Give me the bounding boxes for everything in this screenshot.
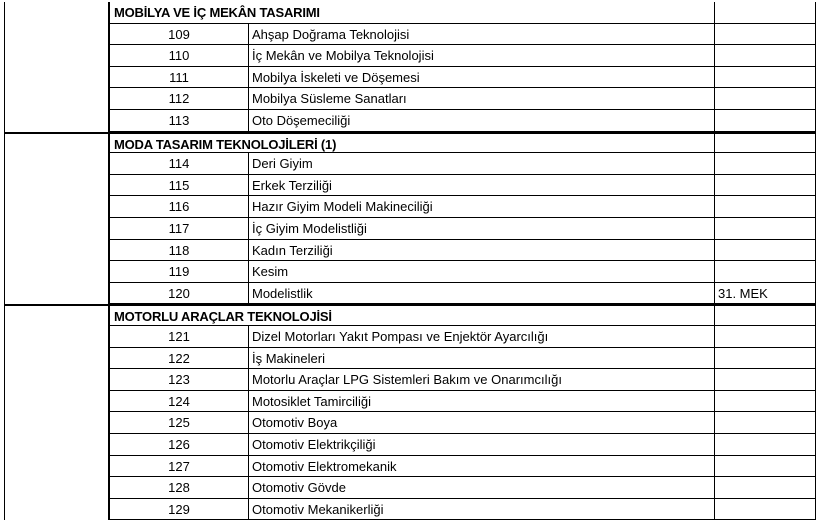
- number-cell[interactable]: 117: [108, 218, 248, 240]
- note-cell[interactable]: [714, 477, 816, 499]
- section-title[interactable]: MOTORLU ARAÇLAR TEKNOLOJİSİ: [108, 304, 714, 326]
- number-cell[interactable]: 109: [108, 24, 248, 46]
- table-row: [0, 456, 819, 478]
- number-cell[interactable]: 116: [108, 196, 248, 218]
- program-name-cell[interactable]: İç Giyim Modelistliği: [248, 218, 714, 240]
- table-row: [0, 24, 819, 46]
- number-cell[interactable]: 119: [108, 261, 248, 283]
- program-name-cell[interactable]: Otomotiv Gövde: [248, 477, 714, 499]
- spacer-cell: [4, 348, 108, 370]
- spacer-cell: [4, 24, 108, 46]
- number-cell[interactable]: 121: [108, 326, 248, 348]
- spacer-cell: [4, 326, 108, 348]
- program-name-cell[interactable]: Otomotiv Mekanikerliği: [248, 499, 714, 521]
- program-name-cell[interactable]: Otomotiv Boya: [248, 412, 714, 434]
- number-cell[interactable]: 112: [108, 88, 248, 110]
- program-name-cell[interactable]: Modelistlik: [248, 283, 714, 305]
- table-row: [0, 477, 819, 499]
- note-cell[interactable]: [714, 434, 816, 456]
- note-cell[interactable]: [714, 369, 816, 391]
- number-cell[interactable]: 115: [108, 175, 248, 197]
- program-name-cell[interactable]: Otomotiv Elektromekanik: [248, 456, 714, 478]
- table-row: [0, 153, 819, 175]
- section-title[interactable]: MODA TASARIM TEKNOLOJİLERİ (1): [108, 132, 714, 154]
- table-row: [0, 175, 819, 197]
- note-cell[interactable]: [714, 2, 816, 24]
- spacer-cell: [4, 196, 108, 218]
- number-cell[interactable]: 125: [108, 412, 248, 434]
- spacer-cell: [4, 412, 108, 434]
- note-cell[interactable]: [714, 218, 816, 240]
- note-cell[interactable]: [714, 326, 816, 348]
- table-row: [0, 391, 819, 413]
- note-cell[interactable]: [714, 412, 816, 434]
- section-header-row: [0, 132, 819, 154]
- number-cell[interactable]: 122: [108, 348, 248, 370]
- spacer-cell: [4, 45, 108, 67]
- spacer-cell: [4, 391, 108, 413]
- table-row: [0, 240, 819, 262]
- program-name-cell[interactable]: İş Makineleri: [248, 348, 714, 370]
- program-name-cell[interactable]: Mobilya Süsleme Sanatları: [248, 88, 714, 110]
- program-name-cell[interactable]: Erkek Terziliği: [248, 175, 714, 197]
- table-row: [0, 67, 819, 89]
- spacer-cell: [4, 240, 108, 262]
- table-row: [0, 196, 819, 218]
- note-cell[interactable]: [714, 391, 816, 413]
- section-header-row: [0, 2, 819, 24]
- note-cell[interactable]: [714, 110, 816, 132]
- number-cell[interactable]: 114: [108, 153, 248, 175]
- number-cell[interactable]: 113: [108, 110, 248, 132]
- note-cell[interactable]: [714, 240, 816, 262]
- note-cell[interactable]: [714, 456, 816, 478]
- note-cell[interactable]: [714, 348, 816, 370]
- table-row: [0, 499, 819, 521]
- note-cell[interactable]: [714, 88, 816, 110]
- table-row: [0, 45, 819, 67]
- section-spacer-cell: [4, 132, 108, 154]
- spacer-cell: [4, 499, 108, 521]
- number-cell[interactable]: 126: [108, 434, 248, 456]
- spacer-cell: [4, 110, 108, 132]
- number-cell[interactable]: 127: [108, 456, 248, 478]
- spacer-cell: [4, 88, 108, 110]
- spacer-cell: [4, 218, 108, 240]
- note-cell[interactable]: 31. MEK: [714, 283, 816, 305]
- table-row: [0, 261, 819, 283]
- table-row: [0, 110, 819, 132]
- number-cell[interactable]: 110: [108, 45, 248, 67]
- note-cell[interactable]: [714, 45, 816, 67]
- section-spacer-cell: [4, 2, 108, 24]
- note-cell[interactable]: [714, 153, 816, 175]
- number-cell[interactable]: 124: [108, 391, 248, 413]
- section-header-row: [0, 304, 819, 326]
- number-cell[interactable]: 123: [108, 369, 248, 391]
- program-name-cell[interactable]: Dizel Motorları Yakıt Pompası ve Enjektör Ayarcılığı: [248, 326, 714, 348]
- spacer-cell: [4, 67, 108, 89]
- number-cell[interactable]: 111: [108, 67, 248, 89]
- number-cell[interactable]: 129: [108, 499, 248, 521]
- program-name-cell[interactable]: Oto Döşemeciliği: [248, 110, 714, 132]
- table-row: [0, 412, 819, 434]
- program-name-cell[interactable]: Otomotiv Elektrikçiliği: [248, 434, 714, 456]
- table-row: [0, 283, 819, 305]
- spacer-cell: [4, 369, 108, 391]
- note-cell[interactable]: [714, 175, 816, 197]
- program-name-cell[interactable]: Motorlu Araçlar LPG Sistemleri Bakım ve Onarımcılığı: [248, 369, 714, 391]
- spacer-cell: [4, 283, 108, 305]
- program-name-cell[interactable]: Ahşap Doğrama Teknolojisi: [248, 24, 714, 46]
- note-cell[interactable]: [714, 24, 816, 46]
- table-row: [0, 88, 819, 110]
- table-row: [0, 326, 819, 348]
- note-cell[interactable]: [714, 67, 816, 89]
- program-name-cell[interactable]: Motosiklet Tamirciliği: [248, 391, 714, 413]
- program-name-cell[interactable]: İç Mekân ve Mobilya Teknolojisi: [248, 45, 714, 67]
- spacer-cell: [4, 175, 108, 197]
- note-cell[interactable]: [714, 304, 816, 326]
- spacer-cell: [4, 261, 108, 283]
- section-spacer-cell: [4, 304, 108, 326]
- program-name-cell[interactable]: Mobilya İskeleti ve Döşemesi: [248, 67, 714, 89]
- note-cell[interactable]: [714, 132, 816, 154]
- table-row: [0, 434, 819, 456]
- number-cell[interactable]: 118: [108, 240, 248, 262]
- spacer-cell: [4, 434, 108, 456]
- program-name-cell[interactable]: Kadın Terziliği: [248, 240, 714, 262]
- number-cell[interactable]: 128: [108, 477, 248, 499]
- program-name-cell[interactable]: Kesim: [248, 261, 714, 283]
- program-name-cell[interactable]: Hazır Giyim Modeli Makineciliği: [248, 196, 714, 218]
- note-cell[interactable]: [714, 196, 816, 218]
- spacer-cell: [4, 477, 108, 499]
- table-row: [0, 348, 819, 370]
- section-title[interactable]: MOBİLYA VE İÇ MEKÂN TASARIMI: [108, 2, 714, 24]
- number-cell[interactable]: 120: [108, 283, 248, 305]
- spacer-cell: [4, 456, 108, 478]
- spacer-cell: [4, 153, 108, 175]
- table-row: [0, 369, 819, 391]
- note-cell[interactable]: [714, 261, 816, 283]
- program-name-cell[interactable]: Deri Giyim: [248, 153, 714, 175]
- table-row: [0, 218, 819, 240]
- note-cell[interactable]: [714, 499, 816, 521]
